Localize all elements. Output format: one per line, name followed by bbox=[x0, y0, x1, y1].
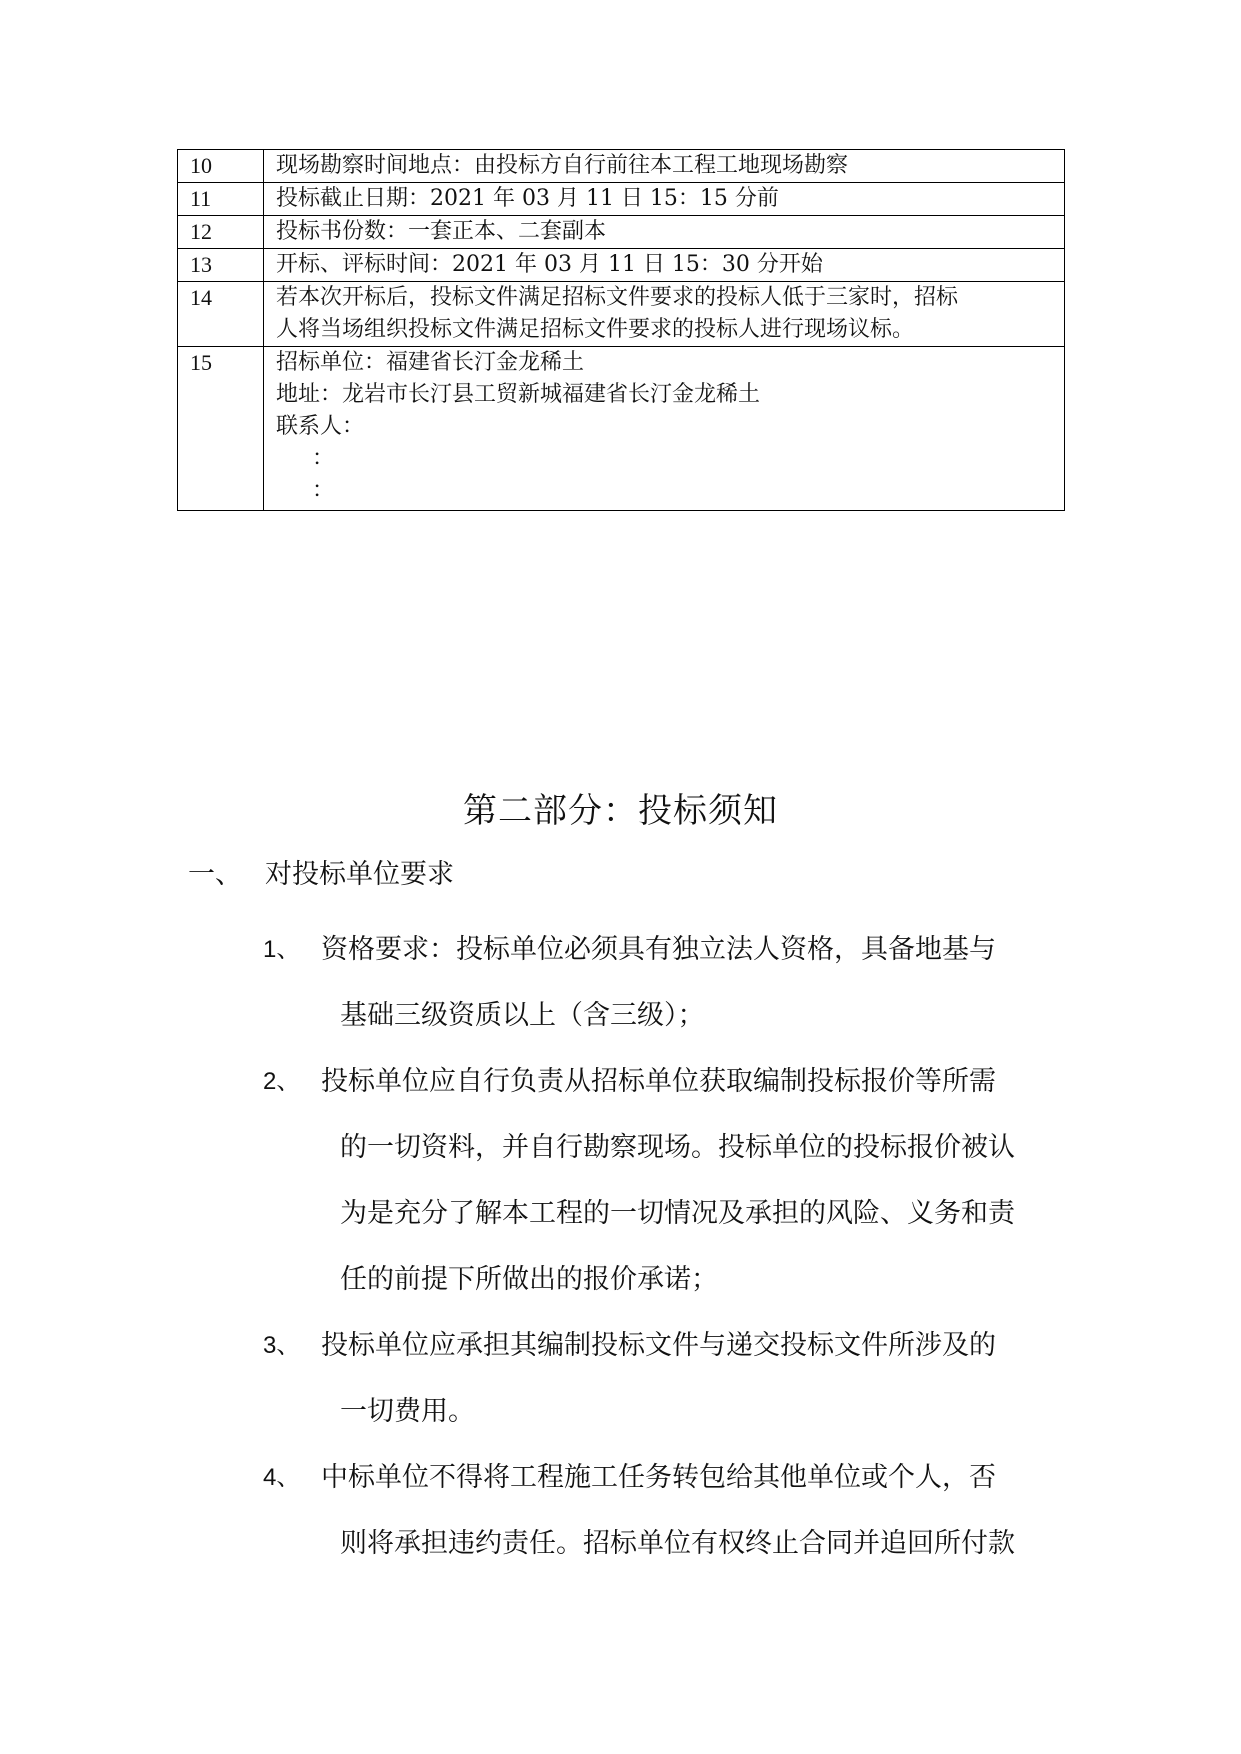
list-item bbox=[263, 1445, 1063, 1577]
item-line: 资格要求：投标单位必须具有独立法人资格，具备地基与 bbox=[321, 934, 996, 965]
row-text: 若本次开标后，投标文件满足招标文件要求的投标人低于三家时，招标 bbox=[276, 285, 959, 310]
contact-line: 联系人： bbox=[276, 414, 365, 439]
blank-field-line: ： bbox=[312, 478, 335, 503]
blank-field-line: ： bbox=[312, 446, 335, 471]
item-line: 则将承担违约责任。招标单位有权终止合同并追回所付款 bbox=[340, 1528, 1015, 1559]
requirements-list bbox=[263, 917, 1063, 1577]
list-item bbox=[263, 917, 1063, 1049]
row-text: 投标截止日期：2021 年 03 月 11 日 15：15 分前 bbox=[276, 186, 779, 211]
item-line: 投标单位应自行负责从招标单位获取编制投标报价等所需 bbox=[321, 1066, 996, 1097]
item-line: 任的前提下所做出的报价承诺； bbox=[340, 1264, 718, 1295]
section-title: 第二部分：投标须知 bbox=[463, 791, 778, 831]
item-line: 投标单位应承担其编制投标文件与递交投标文件所涉及的 bbox=[321, 1330, 996, 1361]
item-number: 2、 bbox=[263, 1068, 301, 1095]
row-number: 13 bbox=[178, 249, 264, 282]
item-line: 为是充分了解本工程的一切情况及承担的风险、义务和责 bbox=[340, 1198, 1015, 1229]
row-text: 人将当场组织投标文件满足招标文件要求的投标人进行现场议标。 bbox=[276, 317, 915, 342]
row-content bbox=[264, 216, 1065, 249]
address-line: 地址：龙岩市长汀县工贸新城福建省长汀金龙稀土 bbox=[276, 382, 761, 407]
table-row bbox=[178, 216, 1065, 249]
row-content bbox=[264, 347, 1065, 511]
list-item bbox=[263, 1049, 1063, 1313]
table-row bbox=[178, 249, 1065, 282]
requirements-heading bbox=[188, 852, 454, 891]
item-line: 一切费用。 bbox=[340, 1396, 475, 1427]
item-number: 4、 bbox=[263, 1464, 301, 1491]
row-number: 14 bbox=[178, 282, 264, 347]
item-number: 1、 bbox=[263, 936, 301, 963]
item-line: 的一切资料，并自行勘察现场。投标单位的投标报价被认 bbox=[340, 1132, 1015, 1163]
heading-text: 对投标单位要求 bbox=[265, 859, 454, 890]
row-number: 15 bbox=[178, 347, 264, 511]
row-text: 现场勘察时间地点：由投标方自行前往本工程工地现场勘察 bbox=[276, 153, 849, 178]
table-row bbox=[178, 183, 1065, 216]
row-number: 12 bbox=[178, 216, 264, 249]
row-content bbox=[264, 150, 1065, 183]
row-number: 11 bbox=[178, 183, 264, 216]
row-content bbox=[264, 249, 1065, 282]
table-row bbox=[178, 347, 1065, 511]
table-row bbox=[178, 282, 1065, 347]
row-content bbox=[264, 282, 1065, 347]
row-text: 开标、评标时间：2021 年 03 月 11 日 15：30 分开始 bbox=[276, 252, 823, 277]
row-text: 投标书份数：一套正本、二套副本 bbox=[276, 219, 607, 244]
table-row bbox=[178, 150, 1065, 183]
heading-marker: 一、 bbox=[188, 859, 242, 890]
bidder-unit-line: 招标单位：福建省长汀金龙稀土 bbox=[276, 350, 585, 375]
list-item bbox=[263, 1313, 1063, 1445]
item-number: 3、 bbox=[263, 1332, 301, 1359]
row-content bbox=[264, 183, 1065, 216]
item-line: 中标单位不得将工程施工任务转包给其他单位或个人，否 bbox=[321, 1462, 996, 1493]
bid-info-table bbox=[177, 149, 1065, 511]
row-number: 10 bbox=[178, 150, 264, 183]
item-line: 基础三级资质以上（含三级）； bbox=[340, 1000, 705, 1031]
